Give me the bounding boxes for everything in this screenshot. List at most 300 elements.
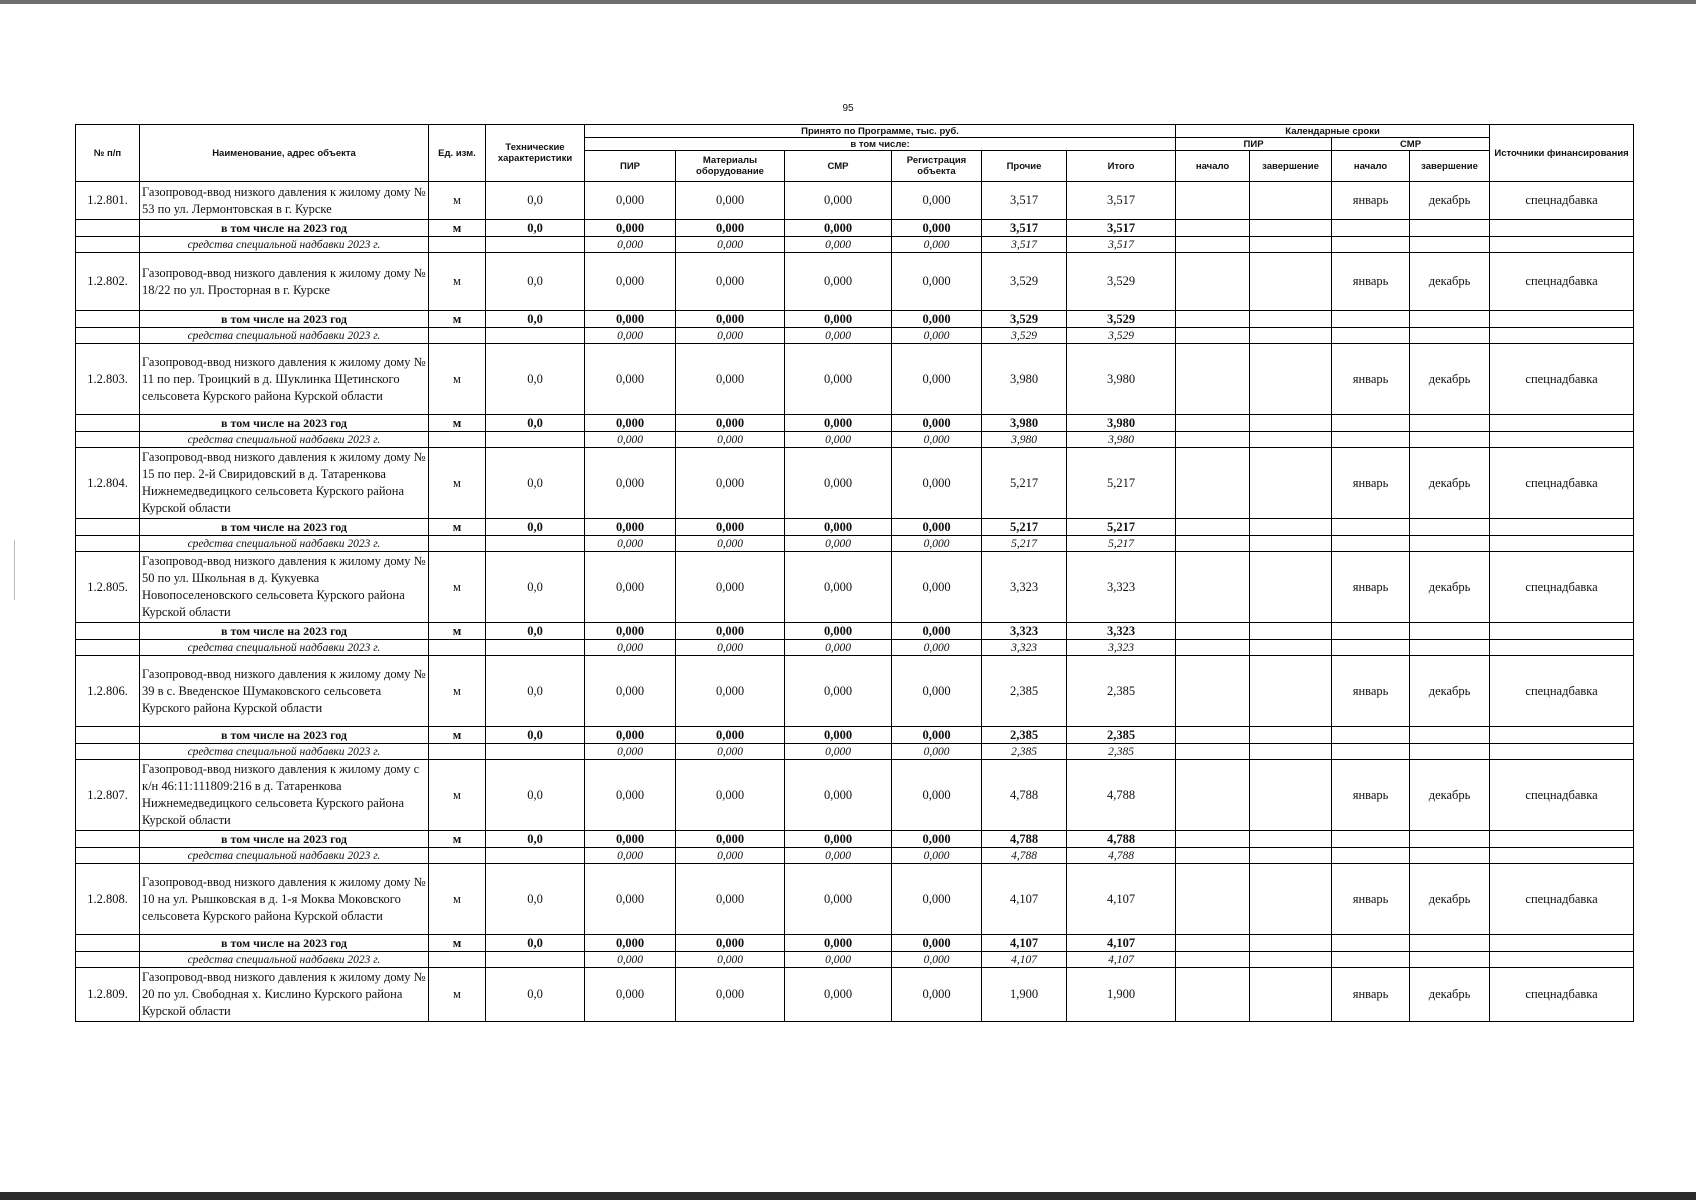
tech-cell: 0,0 <box>486 552 585 623</box>
smr-cell: 0,000 <box>785 448 892 519</box>
fund-total: 2,385 <box>1067 744 1176 760</box>
smr-end-cell: декабрь <box>1410 656 1490 727</box>
subtotal-pir-end <box>1250 415 1332 432</box>
subtotal-label: в том числе на 2023 год <box>140 623 429 640</box>
fund-tech <box>486 640 585 656</box>
year-subtotal-row <box>76 415 1634 432</box>
fund-smr-end <box>1410 744 1490 760</box>
object-row <box>76 864 1634 935</box>
calendar-header: Календарные сроки <box>1176 125 1490 138</box>
subtotal-tech: 0,0 <box>486 727 585 744</box>
subtotal-pir-start <box>1176 311 1250 328</box>
subtotal-other: 4,788 <box>982 831 1067 848</box>
fund-pir-start <box>1176 432 1250 448</box>
year-subtotal-row <box>76 311 1634 328</box>
row-number: 1.2.801. <box>76 182 140 220</box>
object-row <box>76 344 1634 415</box>
subtotal-registration: 0,000 <box>892 220 982 237</box>
fund-registration: 0,000 <box>892 848 982 864</box>
subtotal-other: 3,529 <box>982 311 1067 328</box>
pir-cell: 0,000 <box>585 182 676 220</box>
fund-smr: 0,000 <box>785 328 892 344</box>
tech-cell: 0,0 <box>486 656 585 727</box>
fund-materials: 0,000 <box>676 744 785 760</box>
registration-cell: 0,000 <box>892 968 982 1022</box>
total-cell: 1,900 <box>1067 968 1176 1022</box>
smr-cell: 0,000 <box>785 968 892 1022</box>
fund-registration: 0,000 <box>892 744 982 760</box>
fund-label: средства специальной надбавки 2023 г. <box>140 952 429 968</box>
subtotal-pir-end <box>1250 623 1332 640</box>
subtotal-materials: 0,000 <box>676 831 785 848</box>
fund-num-cell <box>76 328 140 344</box>
fund-label: средства специальной надбавки 2023 г. <box>140 536 429 552</box>
unit-cell: м <box>429 760 486 831</box>
subtotal-smr-start <box>1332 519 1410 536</box>
other-cell: 3,980 <box>982 344 1067 415</box>
col-pir-start-header: начало <box>1176 151 1250 182</box>
row-number: 1.2.802. <box>76 253 140 311</box>
smr-cell: 0,000 <box>785 253 892 311</box>
materials-cell: 0,000 <box>676 864 785 935</box>
subtotal-materials: 0,000 <box>676 727 785 744</box>
subtotal-smr-end <box>1410 727 1490 744</box>
fund-row <box>76 536 1634 552</box>
fund-registration: 0,000 <box>892 640 982 656</box>
fund-registration: 0,000 <box>892 536 982 552</box>
fund-tech <box>486 237 585 253</box>
fund-total: 3,529 <box>1067 328 1176 344</box>
fund-pir-start <box>1176 536 1250 552</box>
pir-start-cell <box>1176 760 1250 831</box>
fund-smr: 0,000 <box>785 640 892 656</box>
source-cell: спецнадбавка <box>1490 182 1634 220</box>
other-cell: 2,385 <box>982 656 1067 727</box>
source-cell: спецнадбавка <box>1490 656 1634 727</box>
object-name: Газопровод-ввод низкого давления к жилому дому № 39 в с. Введенское Шумаковского сельсовета Курского района Курской области <box>140 656 429 727</box>
smr-start-cell: январь <box>1332 344 1410 415</box>
subtotal-unit: м <box>429 935 486 952</box>
col-smr-header: СМР <box>785 151 892 182</box>
fund-smr: 0,000 <box>785 744 892 760</box>
fund-source <box>1490 744 1634 760</box>
col-pir-end-header: завершение <box>1250 151 1332 182</box>
subtotal-total: 3,529 <box>1067 311 1176 328</box>
subtotal-registration: 0,000 <box>892 623 982 640</box>
fund-other: 4,107 <box>982 952 1067 968</box>
smr-start-cell: январь <box>1332 864 1410 935</box>
fund-pir: 0,000 <box>585 432 676 448</box>
fund-pir: 0,000 <box>585 952 676 968</box>
col-smr-start-header: начало <box>1332 151 1410 182</box>
subtotal-smr-end <box>1410 935 1490 952</box>
fund-pir-start <box>1176 237 1250 253</box>
fund-num-cell <box>76 432 140 448</box>
object-row <box>76 253 1634 311</box>
subtotal-tech: 0,0 <box>486 831 585 848</box>
fund-registration: 0,000 <box>892 952 982 968</box>
source-cell: спецнадбавка <box>1490 552 1634 623</box>
fund-pir-start <box>1176 744 1250 760</box>
subtotal-smr-start <box>1332 727 1410 744</box>
total-cell: 2,385 <box>1067 656 1176 727</box>
fund-num-cell <box>76 848 140 864</box>
subtotal-source <box>1490 623 1634 640</box>
object-row <box>76 552 1634 623</box>
fund-source <box>1490 536 1634 552</box>
year-subtotal-row <box>76 727 1634 744</box>
fund-total: 3,323 <box>1067 640 1176 656</box>
unit-cell: м <box>429 253 486 311</box>
pir-cell: 0,000 <box>585 448 676 519</box>
subtotal-other: 2,385 <box>982 727 1067 744</box>
subtotal-materials: 0,000 <box>676 220 785 237</box>
smr-cell: 0,000 <box>785 864 892 935</box>
other-cell: 3,529 <box>982 253 1067 311</box>
table-header <box>76 125 1634 182</box>
source-cell: спецнадбавка <box>1490 448 1634 519</box>
other-cell: 4,107 <box>982 864 1067 935</box>
source-cell: спецнадбавка <box>1490 253 1634 311</box>
fund-pir-start <box>1176 848 1250 864</box>
unit-cell: м <box>429 552 486 623</box>
registration-cell: 0,000 <box>892 864 982 935</box>
subtotal-unit: м <box>429 311 486 328</box>
smr-end-cell: декабрь <box>1410 968 1490 1022</box>
fund-pir-end <box>1250 640 1332 656</box>
page-number: 95 <box>842 103 854 114</box>
smr-start-cell: январь <box>1332 968 1410 1022</box>
object-row <box>76 656 1634 727</box>
year-subtotal-row <box>76 623 1634 640</box>
subtotal-label: в том числе на 2023 год <box>140 519 429 536</box>
fund-total: 3,517 <box>1067 237 1176 253</box>
fund-pir: 0,000 <box>585 536 676 552</box>
pir-end-cell <box>1250 344 1332 415</box>
fund-row <box>76 952 1634 968</box>
fund-row <box>76 328 1634 344</box>
fund-other: 3,529 <box>982 328 1067 344</box>
row-number: 1.2.807. <box>76 760 140 831</box>
tech-cell: 0,0 <box>486 760 585 831</box>
fund-smr: 0,000 <box>785 237 892 253</box>
subtotal-unit: м <box>429 831 486 848</box>
materials-cell: 0,000 <box>676 344 785 415</box>
fund-unit <box>429 640 486 656</box>
subtotal-pir-end <box>1250 220 1332 237</box>
smr-end-cell: декабрь <box>1410 448 1490 519</box>
subtotal-pir: 0,000 <box>585 519 676 536</box>
object-name: Газопровод-ввод низкого давления к жилому дому № 15 по пер. 2-й Свиридовский в д. Татаренкова Нижнемедведицкого сельсовета Курского района Курской области <box>140 448 429 519</box>
smr-start-cell: январь <box>1332 182 1410 220</box>
col-name-header: Наименование, адрес объекта <box>140 125 429 182</box>
subtotal-materials: 0,000 <box>676 623 785 640</box>
pir-end-cell <box>1250 552 1332 623</box>
accepted-header: Принято по Программе, тыс. руб. <box>585 125 1176 138</box>
fund-label: средства специальной надбавки 2023 г. <box>140 640 429 656</box>
smr-start-cell: январь <box>1332 552 1410 623</box>
subtotal-smr-start <box>1332 831 1410 848</box>
subtotal-pir-start <box>1176 519 1250 536</box>
subtotal-smr: 0,000 <box>785 935 892 952</box>
total-cell: 4,107 <box>1067 864 1176 935</box>
subtotal-smr: 0,000 <box>785 831 892 848</box>
fund-smr-end <box>1410 432 1490 448</box>
smr-start-cell: январь <box>1332 253 1410 311</box>
smr-end-cell: декабрь <box>1410 253 1490 311</box>
fund-row <box>76 744 1634 760</box>
registration-cell: 0,000 <box>892 182 982 220</box>
subtotal-materials: 0,000 <box>676 415 785 432</box>
fund-total: 3,980 <box>1067 432 1176 448</box>
fund-materials: 0,000 <box>676 640 785 656</box>
fund-label: средства специальной надбавки 2023 г. <box>140 328 429 344</box>
subtotal-pir-start <box>1176 935 1250 952</box>
subtotal-num-cell <box>76 220 140 237</box>
fund-source <box>1490 328 1634 344</box>
fund-smr-start <box>1332 952 1410 968</box>
pir-end-cell <box>1250 968 1332 1022</box>
subtotal-pir-end <box>1250 519 1332 536</box>
smr-end-cell: декабрь <box>1410 864 1490 935</box>
subtotal-pir: 0,000 <box>585 831 676 848</box>
fund-smr-start <box>1332 848 1410 864</box>
pir-start-cell <box>1176 552 1250 623</box>
subtotal-pir: 0,000 <box>585 727 676 744</box>
subtotal-total: 3,517 <box>1067 220 1176 237</box>
source-cell: спецнадбавка <box>1490 864 1634 935</box>
subtotal-source <box>1490 935 1634 952</box>
pir-end-cell <box>1250 253 1332 311</box>
subtotal-num-cell <box>76 519 140 536</box>
subtotal-materials: 0,000 <box>676 935 785 952</box>
fund-other: 3,517 <box>982 237 1067 253</box>
subtotal-pir-start <box>1176 623 1250 640</box>
subtotal-smr-start <box>1332 935 1410 952</box>
pir-cell: 0,000 <box>585 760 676 831</box>
subtotal-smr: 0,000 <box>785 727 892 744</box>
fund-pir-end <box>1250 952 1332 968</box>
subtotal-tech: 0,0 <box>486 415 585 432</box>
subtotal-total: 3,323 <box>1067 623 1176 640</box>
source-cell: спецнадбавка <box>1490 344 1634 415</box>
pir-end-cell <box>1250 864 1332 935</box>
subtotal-total: 5,217 <box>1067 519 1176 536</box>
tech-cell: 0,0 <box>486 253 585 311</box>
materials-cell: 0,000 <box>676 448 785 519</box>
subtotal-pir: 0,000 <box>585 935 676 952</box>
object-name: Газопровод-ввод низкого давления к жилому дому № 20 по ул. Свободная х. Кислино Курского района Курской области <box>140 968 429 1022</box>
subtotal-num-cell <box>76 623 140 640</box>
fund-registration: 0,000 <box>892 328 982 344</box>
cal-smr-header: СМР <box>1332 138 1490 151</box>
subtotal-other: 3,517 <box>982 220 1067 237</box>
col-materials-header: Материалы оборудование <box>676 151 785 182</box>
fund-other: 3,323 <box>982 640 1067 656</box>
fund-label: средства специальной надбавки 2023 г. <box>140 237 429 253</box>
subtotal-smr-start <box>1332 220 1410 237</box>
fund-pir-end <box>1250 744 1332 760</box>
total-cell: 3,323 <box>1067 552 1176 623</box>
smr-cell: 0,000 <box>785 344 892 415</box>
pir-start-cell <box>1176 344 1250 415</box>
object-name: Газопровод-ввод низкого давления к жилому дому № 18/22 по ул. Просторная в г. Курске <box>140 253 429 311</box>
fund-num-cell <box>76 237 140 253</box>
fund-source <box>1490 848 1634 864</box>
fund-materials: 0,000 <box>676 237 785 253</box>
fund-smr-end <box>1410 640 1490 656</box>
object-row <box>76 968 1634 1022</box>
registration-cell: 0,000 <box>892 448 982 519</box>
fund-registration: 0,000 <box>892 432 982 448</box>
subtotal-smr-end <box>1410 831 1490 848</box>
fund-smr: 0,000 <box>785 536 892 552</box>
subtotal-registration: 0,000 <box>892 519 982 536</box>
year-subtotal-row <box>76 831 1634 848</box>
fund-row <box>76 640 1634 656</box>
row-number: 1.2.808. <box>76 864 140 935</box>
subtotal-source <box>1490 727 1634 744</box>
source-cell: спецнадбавка <box>1490 968 1634 1022</box>
subtotal-unit: м <box>429 623 486 640</box>
subtotal-pir-end <box>1250 935 1332 952</box>
subtotal-smr-end <box>1410 623 1490 640</box>
table-body <box>76 182 1634 1022</box>
fund-unit <box>429 848 486 864</box>
subtotal-smr: 0,000 <box>785 415 892 432</box>
fund-unit <box>429 536 486 552</box>
subtotal-smr-start <box>1332 623 1410 640</box>
subtotal-pir: 0,000 <box>585 415 676 432</box>
fund-materials: 0,000 <box>676 952 785 968</box>
materials-cell: 0,000 <box>676 968 785 1022</box>
subtotal-pir: 0,000 <box>585 623 676 640</box>
pir-start-cell <box>1176 448 1250 519</box>
smr-cell: 0,000 <box>785 552 892 623</box>
fund-tech <box>486 432 585 448</box>
subtotal-pir-start <box>1176 415 1250 432</box>
subtotal-tech: 0,0 <box>486 519 585 536</box>
fund-smr-start <box>1332 237 1410 253</box>
subtotal-registration: 0,000 <box>892 935 982 952</box>
fund-smr-end <box>1410 237 1490 253</box>
year-subtotal-row <box>76 519 1634 536</box>
subtotal-other: 5,217 <box>982 519 1067 536</box>
pir-cell: 0,000 <box>585 656 676 727</box>
subtotal-other: 3,980 <box>982 415 1067 432</box>
fund-other: 5,217 <box>982 536 1067 552</box>
fund-pir-start <box>1176 328 1250 344</box>
fund-unit <box>429 432 486 448</box>
pir-cell: 0,000 <box>585 552 676 623</box>
fund-unit <box>429 328 486 344</box>
fund-smr-start <box>1332 640 1410 656</box>
subtotal-smr-end <box>1410 311 1490 328</box>
fund-pir-end <box>1250 237 1332 253</box>
fund-materials: 0,000 <box>676 432 785 448</box>
pir-start-cell <box>1176 656 1250 727</box>
fund-pir: 0,000 <box>585 328 676 344</box>
total-cell: 3,517 <box>1067 182 1176 220</box>
fund-smr-start <box>1332 536 1410 552</box>
subtotal-other: 3,323 <box>982 623 1067 640</box>
fund-tech <box>486 328 585 344</box>
fund-source <box>1490 640 1634 656</box>
subtotal-total: 4,107 <box>1067 935 1176 952</box>
subtotal-label: в том числе на 2023 год <box>140 831 429 848</box>
subtotal-label: в том числе на 2023 год <box>140 935 429 952</box>
pir-start-cell <box>1176 968 1250 1022</box>
subtotal-smr-start <box>1332 415 1410 432</box>
col-total-header: Итого <box>1067 151 1176 182</box>
subtotal-registration: 0,000 <box>892 831 982 848</box>
program-table <box>75 124 1634 1022</box>
subtotal-unit: м <box>429 415 486 432</box>
subtotal-smr-end <box>1410 519 1490 536</box>
registration-cell: 0,000 <box>892 552 982 623</box>
subtotal-unit: м <box>429 727 486 744</box>
row-number: 1.2.806. <box>76 656 140 727</box>
other-cell: 3,323 <box>982 552 1067 623</box>
object-name: Газопровод-ввод низкого давления к жилому дому с к/н 46:11:111809:216 в д. Татаренкова Нижнемедведицкого сельсовета Курского района Курской области <box>140 760 429 831</box>
pir-cell: 0,000 <box>585 253 676 311</box>
fund-pir: 0,000 <box>585 640 676 656</box>
fund-pir-end <box>1250 432 1332 448</box>
pir-cell: 0,000 <box>585 864 676 935</box>
col-tech-header: Технические характеристики <box>486 125 585 182</box>
subtotal-pir: 0,000 <box>585 311 676 328</box>
fund-num-cell <box>76 952 140 968</box>
smr-start-cell: январь <box>1332 656 1410 727</box>
source-cell: спецнадбавка <box>1490 760 1634 831</box>
fund-tech <box>486 848 585 864</box>
year-subtotal-row <box>76 220 1634 237</box>
registration-cell: 0,000 <box>892 344 982 415</box>
col-registration-header: Регистрация объекта <box>892 151 982 182</box>
fund-pir-end <box>1250 536 1332 552</box>
fund-smr-start <box>1332 744 1410 760</box>
subtotal-tech: 0,0 <box>486 935 585 952</box>
row-number: 1.2.809. <box>76 968 140 1022</box>
fund-smr-end <box>1410 952 1490 968</box>
pir-start-cell <box>1176 182 1250 220</box>
materials-cell: 0,000 <box>676 656 785 727</box>
smr-end-cell: декабрь <box>1410 344 1490 415</box>
including-header: в том числе: <box>585 138 1176 151</box>
fund-other: 3,980 <box>982 432 1067 448</box>
fund-total: 4,107 <box>1067 952 1176 968</box>
year-subtotal-row <box>76 935 1634 952</box>
subtotal-pir-end <box>1250 831 1332 848</box>
row-number: 1.2.803. <box>76 344 140 415</box>
materials-cell: 0,000 <box>676 552 785 623</box>
subtotal-unit: м <box>429 220 486 237</box>
smr-cell: 0,000 <box>785 182 892 220</box>
col-num-header: № п/п <box>76 125 140 182</box>
subtotal-tech: 0,0 <box>486 623 585 640</box>
unit-cell: м <box>429 864 486 935</box>
fund-total: 4,788 <box>1067 848 1176 864</box>
fund-smr: 0,000 <box>785 848 892 864</box>
object-row <box>76 182 1634 220</box>
subtotal-label: в том числе на 2023 год <box>140 220 429 237</box>
subtotal-num-cell <box>76 311 140 328</box>
object-row <box>76 760 1634 831</box>
row-number: 1.2.805. <box>76 552 140 623</box>
fund-unit <box>429 744 486 760</box>
subtotal-pir-end <box>1250 311 1332 328</box>
cal-pir-header: ПИР <box>1176 138 1332 151</box>
